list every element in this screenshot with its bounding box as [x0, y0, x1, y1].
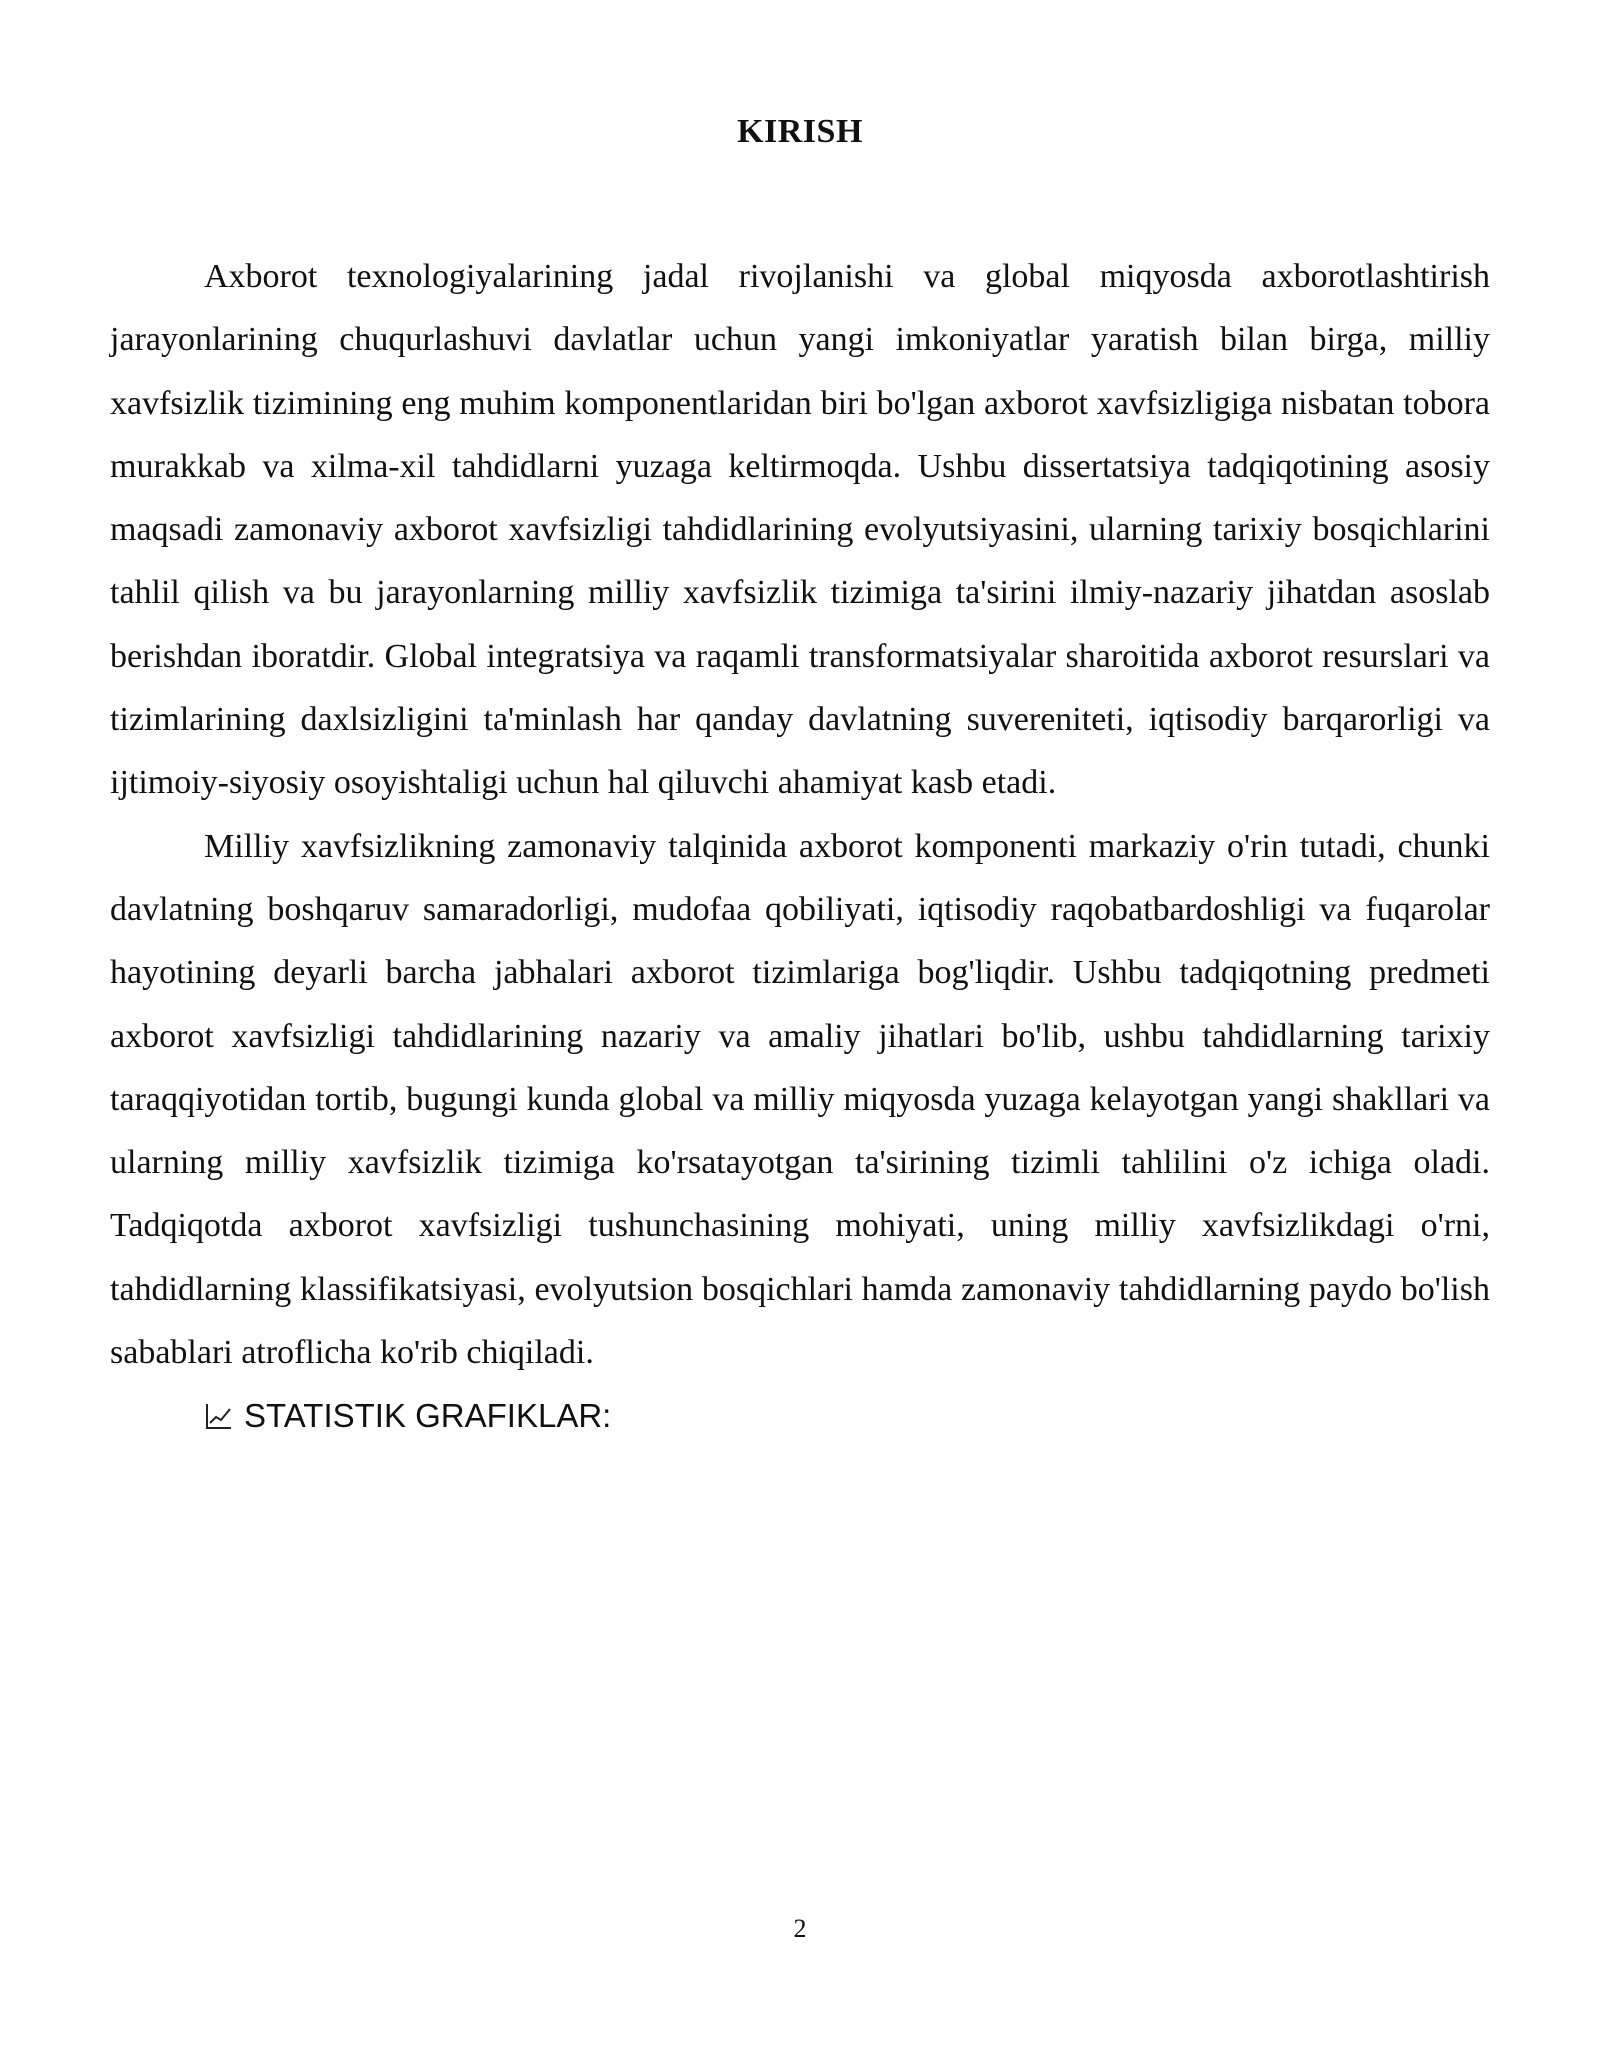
statistics-heading: [110, 1384, 1490, 1447]
paragraph-1: Axborot texnologiyalarining jadal rivojlanishi va global miqyosda axborotlashtirish jarayonlarining chuqurlashuvi davlatlar uchun yangi imkoniyatlar yaratish bilan birga, milliy xavfsizlik tizimining eng muhim komponentlaridan biri bo'lgan axborot xavfsizligiga nisbatan tobora murakkab va xilma-xil tahdidlarni yuzaga keltirmoqda. Ushbu dissertatsiya tadqiqotining asosiy maqsadi zamonaviy axborot xavfsizligi tahdidlarining evolyutsiyasini, ularning tarixiy bosqichlarini tahlil qilish va bu jarayonlarning milliy xavfsizlik tizimiga ta'sirini ilmiy-nazariy jihatdan asoslab berishdan iboratdir. Global integratsiya va raqamli transformatsiyalar sharoitida axborot resurslari va tizimlarining daxlsizligini ta'minlash har qanday davlatning suvereniteti, iqtisodiy barqarorligi va ijtimoiy-siyosiy osoyishtaligi uchun hal qiluvchi ahamiyat kasb etadi.: [110, 258, 1490, 802]
page-heading: KIRISH: [737, 113, 863, 150]
page-number: 2: [793, 1914, 807, 1943]
chart-increasing-icon: [204, 1401, 234, 1431]
paragraph-2: Milliy xavfsizlikning zamonaviy talqinida axborot komponenti markaziy o'rin tutadi, chunki davlatning boshqaruv samaradorligi, mudofaa qobiliyati, iqtisodiy raqobatbardoshligi va fuqarolar hayotining deyarli barcha jabhalari axborot tizimlariga bog'liqdir. Ushbu tadqiqotning predmeti axborot xavfsizligi tahdidlarining nazariy va amaliy jihatlari bo'lib, ushbu tahdidlarning tarixiy taraqqiyotidan tortib, bugungi kunda global va milliy miqyosda yuzaga kelayotgan yangi shakllari va ularning milliy xavfsizlik tizimiga ko'rsatayotgan ta'sirining tizimli tahlilini o'z ichiga oladi. Tadqiqotda axborot xavfsizligi tushunchasining mohiyati, uning milliy xavfsizlikdagi o'rni, tahdidlarning klassifikatsiyasi, evolyutsion bosqichlari hamda zamonaviy tahdidlarning paydo bo'lish sabablari atroflicha ko'rib chiqiladi.: [110, 827, 1490, 1372]
body-text: [110, 245, 1490, 1447]
statistics-heading-label: STATISTIK GRAFIKLAR:: [244, 1397, 612, 1435]
